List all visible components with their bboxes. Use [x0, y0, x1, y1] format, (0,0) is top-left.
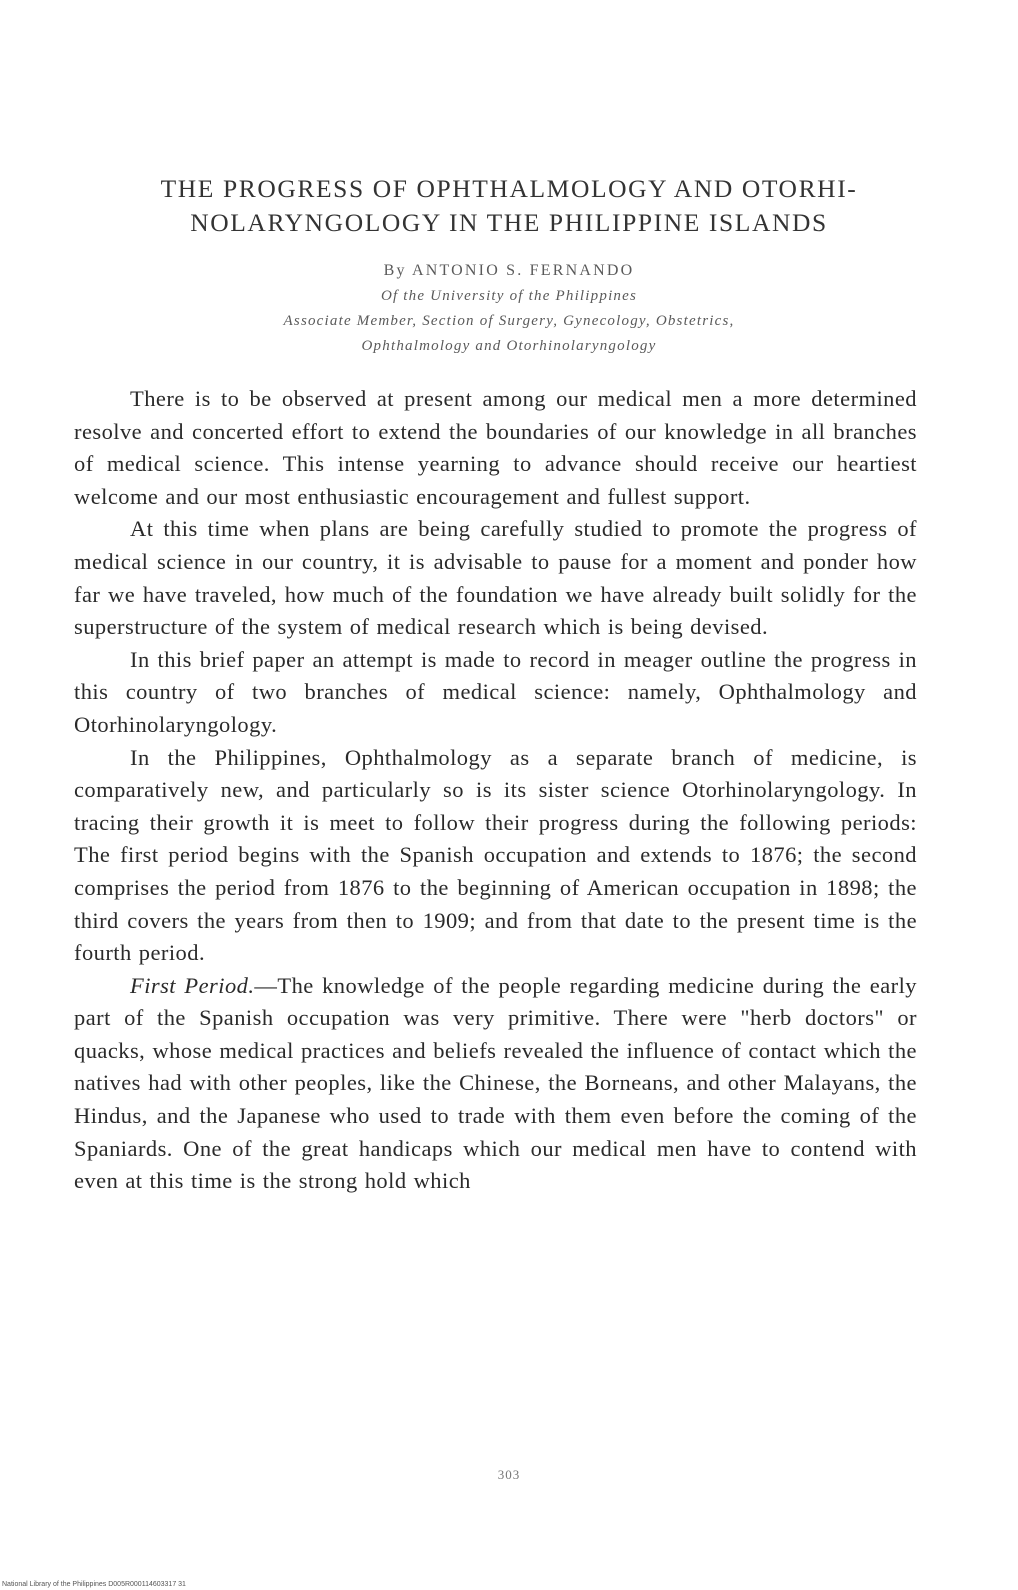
- paragraph-5: [74, 970, 917, 1198]
- page-number: 303: [497, 1467, 521, 1482]
- affiliation-line-3: Ophthalmology and Otorhinolaryngology: [361, 338, 657, 354]
- scan-source-note: National Library of the Philippines D005R000114603317 31: [2, 1581, 186, 1588]
- article-title: [60, 172, 958, 240]
- paragraph-5-text: —The knowledge of the people regarding medicine during the early part of the Spanish occupation was very primitive. There were "herb doctors" or quacks, whose medical practices and beliefs revealed the influence of contact which the natives had with other peoples, like the Chinese, the Borneans, and other Malayans, the Hindus, and the Japanese who used to trade with them even before the coming of the Spaniards. One of the great handicaps which our medical men have to contend with even at this time is the strong hold which: [74, 972, 917, 1194]
- affiliation-line-1: Of the University of the Philippines: [380, 288, 638, 304]
- paragraph-2: At this time when plans are being carefully studied to promote the progress of medical science in our country, it is advisable to pause for a moment and ponder how far we have traveled, how much of the foundation we have already built solidly for the superstructure of the system of medical research which is being devised.: [74, 516, 917, 640]
- title-line-2: NOLARYNGOLOGY IN THE PHILIPPINE ISLANDS: [190, 208, 828, 237]
- paragraph-4: In the Philippines, Ophthalmology as a separate branch of medicine, is comparatively new, and particularly so is its sister science Otorhinolaryngology. In tracing their growth it is meet to follow their progress during the following periods: The first period begins with the Spanish occupation and extends to 1876; the second comprises the period from 1876 to the beginning of American occupation in 1898; the third covers the years from then to 1909; and from that date to the present time is the fourth period.: [74, 744, 917, 966]
- byline: [60, 258, 958, 359]
- section-heading-first-period: First Period.: [130, 972, 255, 998]
- paragraph-1: There is to be observed at present among our medical men a more determined resolve and concerted effort to extend the boundaries of our knowledge in all branches of medical science. This intense yearning to advance should receive our heartiest welcome and our most enthusiastic encouragement and fullest support.: [74, 386, 917, 509]
- author-name: By ANTONIO S. FERNANDO: [383, 262, 635, 279]
- title-line-1: THE PROGRESS OF OPHTHALMOLOGY AND OTORHI-: [160, 174, 858, 203]
- article-body: [74, 383, 917, 1198]
- paragraph-3: In this brief paper an attempt is made to record in meager outline the progress in this country of two branches of medical science: namely, Ophthalmology and Otorhinolaryngology.: [74, 646, 917, 737]
- affiliation-line-2: Associate Member, Section of Surgery, Gynecology, Obstetrics,: [283, 313, 735, 329]
